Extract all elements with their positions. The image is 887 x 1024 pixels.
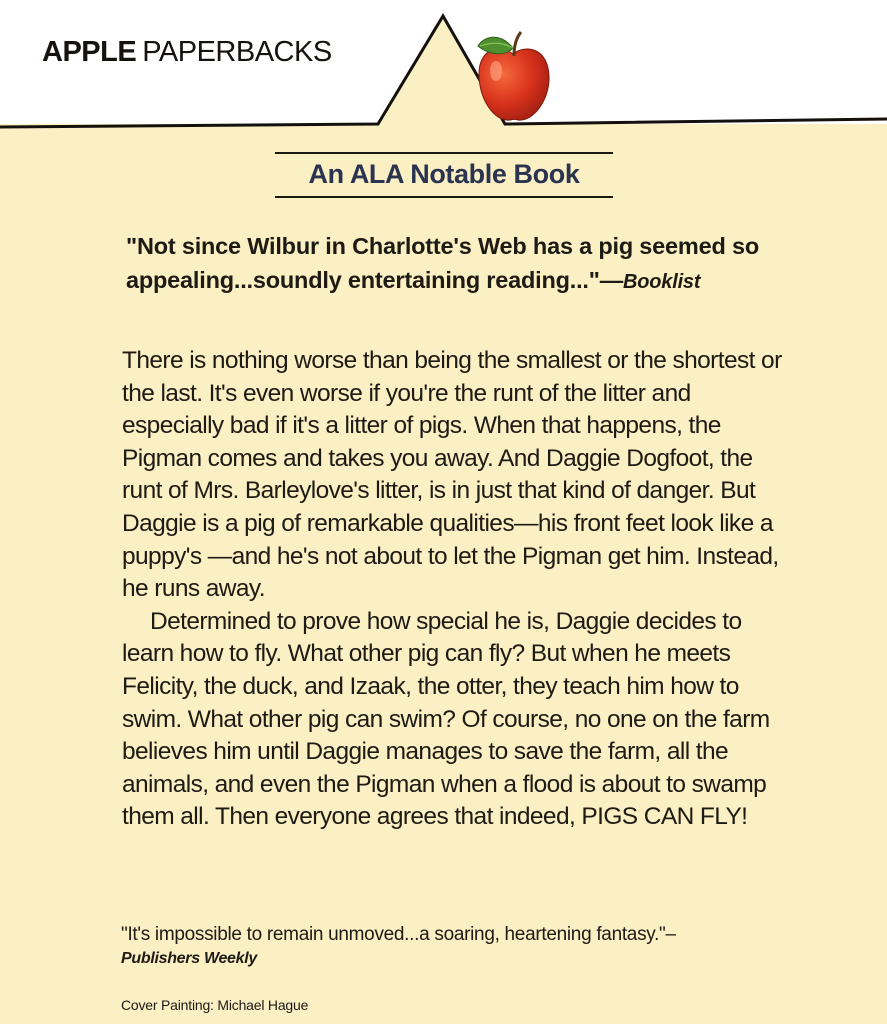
review-quote-publishers-weekly [121, 923, 741, 970]
review-quote-booklist [126, 229, 766, 299]
award-badge-text: An ALA Notable Book [308, 159, 580, 189]
synopsis [122, 345, 782, 834]
review-source: Booklist [623, 271, 701, 293]
apple-icon [470, 26, 554, 124]
review-quote-text: "Not since Wilbur in Charlotte's Web has a pig seemed so appealing...soundly entertaining reading..."— [126, 233, 759, 293]
award-badge [275, 152, 613, 198]
synopsis-paragraph-2: Determined to prove how special he is, Daggie decides to learn how to fly. What other pig can fly? But when he meets Felicity, the duck, and Izaak, the otter, they teach him how to swim. What other pig can swim? Of course, no one on the farm believes him until Daggie manages to save the farm, all the animals, and even the Pigman when a flood is about to swamp them all. Then everyone agrees that indeed, PIGS CAN FLY! [122, 607, 770, 831]
publisher-logo [42, 36, 332, 69]
brand-name-light: PAPERBACKS [142, 36, 332, 68]
review-source: Publishers Weekly [121, 950, 258, 967]
synopsis-paragraph-1: There is nothing worse than being the smallest or the shortest or the last. It's even worse if you're the runt of the litter and especially bad if it's a litter of pigs. When that happens, the Pigman comes and takes you away. And Daggie Dogfoot, the runt of Mrs. Barleylove's litter, is in just that kind of danger. But Daggie is a pig of remarkable qualities—his front feet look like a puppy's —and he's not about to let the Pigman get him. Instead, he runs away. [122, 347, 782, 603]
header-divider [0, 0, 887, 140]
review-quote-text: "It's impossible to remain unmoved...a soaring, heartening fantasy."– [121, 924, 676, 945]
cover-credit: Cover Painting: Michael Hague [121, 997, 309, 1013]
brand-name-bold: APPLE [42, 36, 137, 68]
